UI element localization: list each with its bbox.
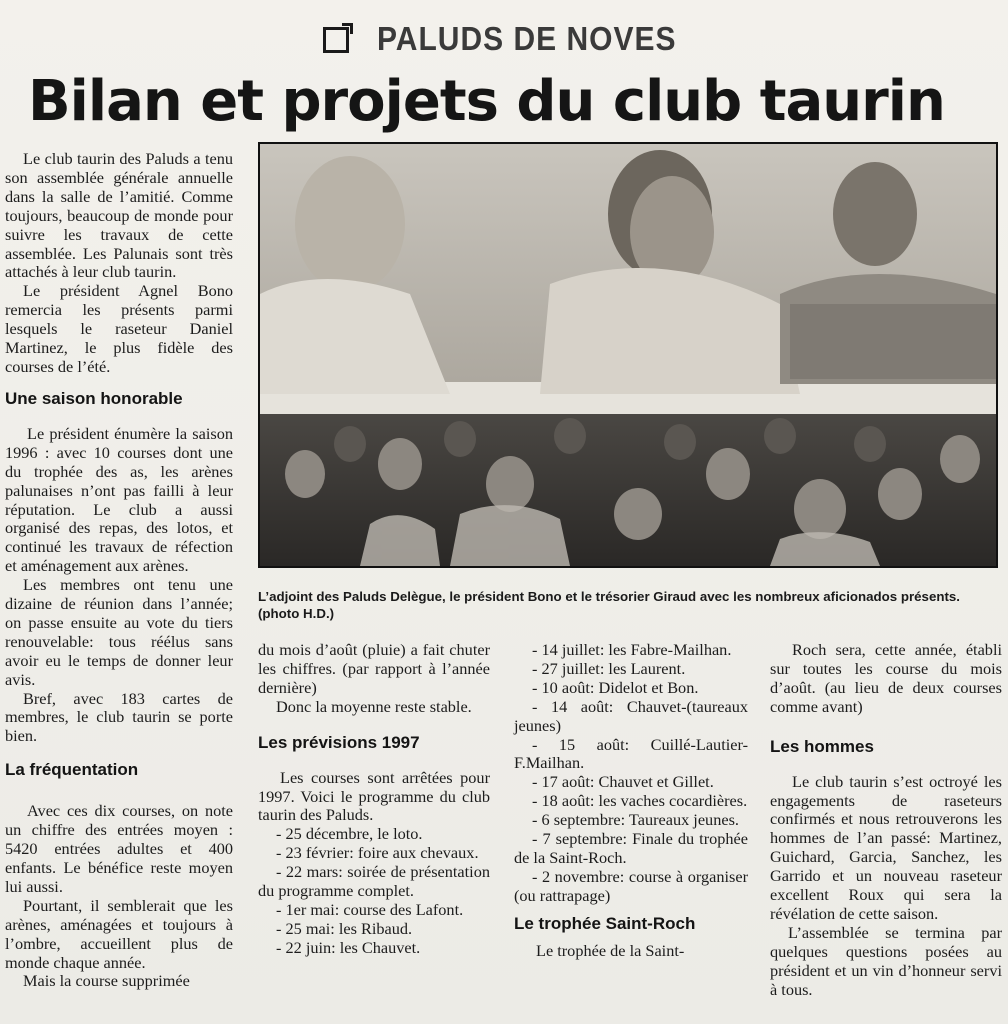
paragraph: Pourtant, il semblerait que les arènes, aménagées et toujours à l’ombre, accueillent plus de monde chaque année.	[5, 895, 233, 972]
program-item: - 18 août: les vaches cocardières.	[532, 791, 748, 811]
paragraph: Le président énumère la saison 1996 : avec 10 courses dont une du trophée des as, les arènes palunaises n’ont pas failli à leur réputation. Le club a aussi organisé des repas, des lotos, et continué les travaux de réfection et aménagement aux arènes.	[5, 423, 233, 576]
kicker-text: PALUDS DE NOVES	[377, 21, 677, 58]
program-item: - 17 août: Chauvet et Gillet.	[532, 772, 714, 792]
paragraph: Les membres ont tenu une dizaine de réunion dans l’année; on passe ensuite au vote du tiers renouvelable: tous réélus sans avoir eu le temps de donner leur avis.	[5, 575, 233, 689]
paragraph: Le président Agnel Bono remercia les présents parmi lesquels le raseteur Daniel Martinez, le plus fidèle des courses de l’été.	[5, 281, 233, 376]
program-item: - 23 février: foire aux chevaux.	[276, 843, 479, 863]
program-item: - 7 septembre: Finale du trophée de la Saint-Roch.	[514, 829, 748, 867]
program-item: - 22 mars: soirée de présentation du programme complet.	[258, 862, 490, 901]
subheading: Les prévisions 1997	[258, 732, 420, 752]
column-3	[514, 641, 748, 961]
program-item: - 22 juin: les Chauvet.	[276, 937, 421, 957]
program-item: - 6 septembre: Taureaux jeunes.	[532, 810, 739, 830]
paragraph: Mais la course supprimée	[23, 971, 190, 991]
paragraph: Les courses sont arrêtées pour 1997. Voici le programme du club taurin des Paluds.	[258, 767, 490, 825]
program-item: - 1er mai: course des Lafont.	[276, 899, 464, 919]
column-4	[770, 641, 1002, 1000]
program-item: - 14 juillet: les Fabre-Mailhan.	[532, 640, 732, 659]
program-item: - 15 août: Cuillé-Lautier-F.Mailhan.	[514, 734, 748, 773]
column-2	[258, 641, 490, 958]
program-item: - 25 décembre, le loto.	[276, 824, 423, 844]
paragraph: Le club taurin s’est octroyé les engagements de raseteurs confirmés et nous retrouverons les hommes de l’an passé: Martinez, Guichard, Garcia, Sanchez, les Garrido et un nouveau raseteur excellent Roux qui sera la révélation de cette saison.	[770, 771, 1002, 923]
news-photo	[258, 142, 998, 568]
program-item: - 10 août: Didelot et Bon.	[532, 677, 699, 697]
paragraph: L’assemblée se termina par quelques questions posées au président et un vin d’honneur servi à tous.	[770, 922, 1002, 999]
subheading: La fréquentation	[5, 760, 139, 780]
subheading: Les hommes	[770, 736, 874, 756]
program-item: - 2 novembre: course à organiser (ou rattrapage)	[514, 866, 748, 905]
program-item: - 14 août: Chauvet-(taureaux jeunes)	[514, 696, 748, 735]
section-kicker	[323, 22, 677, 58]
article-headline: Bilan et projets du club taurin	[28, 69, 945, 134]
subheading: Une saison honorable	[5, 388, 183, 408]
subheading: Le trophée Saint-Roch	[514, 913, 696, 933]
paragraph: Donc la moyenne reste stable.	[276, 696, 472, 716]
paragraph: Roch sera, cette année, établi sur toutes les course du mois d’août. (au lieu de deux courses comme avant)	[770, 640, 1002, 716]
column-1	[5, 150, 233, 991]
paragraph: Bref, avec 183 cartes de membres, le club taurin se porte bien.	[5, 688, 233, 746]
program-item: - 27 juillet: les Laurent.	[532, 658, 686, 678]
photo-caption: L’adjoint des Paluds Delègue, le président Bono et le trésorier Giraud avec les nombreux aficionados présents. (photo H.D.)	[258, 589, 960, 621]
paragraph: Le trophée de la Saint-	[536, 940, 685, 960]
paragraph: Avec ces dix courses, on note un chiffre des entrées moyen : 5420 entrées adultes et 400 enfants. Le bénéfice reste moyen lui aussi.	[5, 801, 233, 896]
paragraph: Le club taurin des Paluds a tenu son assemblée générale annuelle dans la salle de l’amitié. Comme toujours, beaucoup de monde pour suivre les travaux de cette assemblée. Les Palunais sont très attachés à leur club taurin.	[5, 149, 233, 282]
kicker-square-icon	[323, 27, 349, 53]
program-item: - 25 mai: les Ribaud.	[276, 918, 413, 938]
photo-image	[260, 144, 996, 566]
paragraph: du mois d’août (pluie) a fait chuter les chiffres. (par rapport à l’année dernière)	[258, 640, 490, 697]
